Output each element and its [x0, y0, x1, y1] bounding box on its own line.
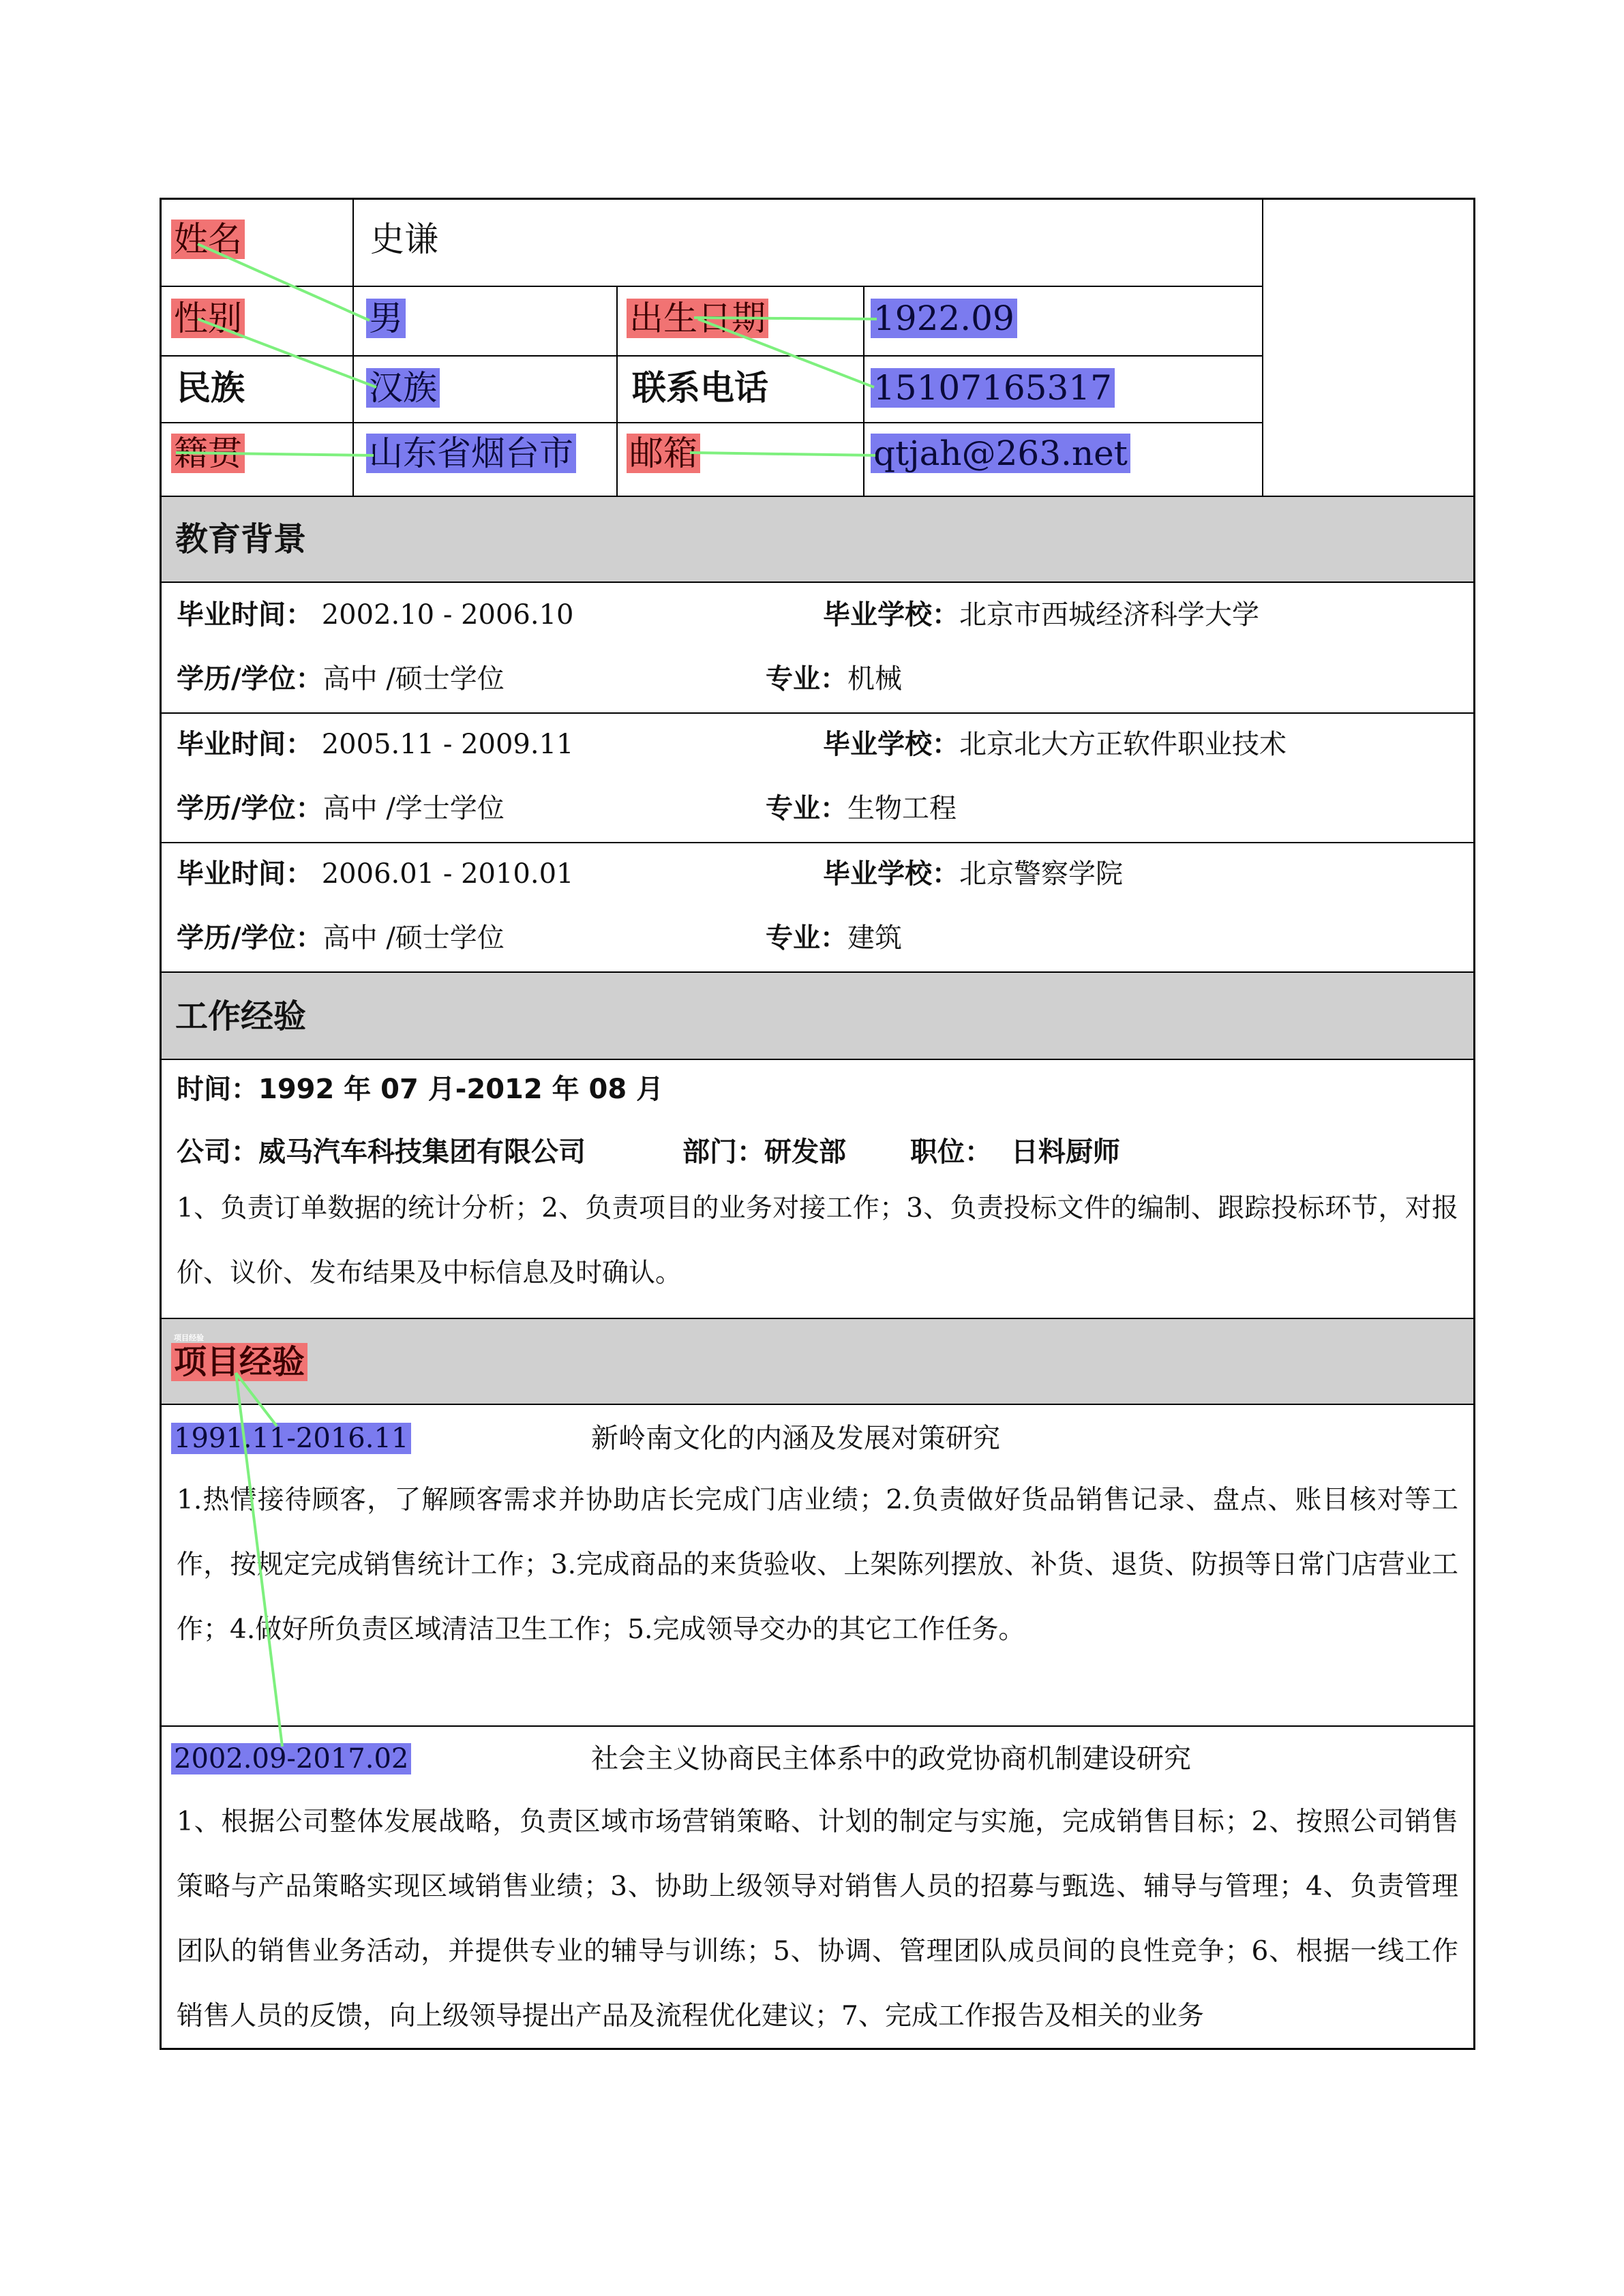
grid-line — [352, 200, 354, 496]
origin-label: 籍贯 — [171, 433, 245, 474]
edu-degree: 学历/学位：高中 /硕士学位 — [177, 663, 505, 695]
project-description: 1、根据公司整体发展战略，负责区域市场营销策略、计划的制定与实施，完成销售目标；2、按照公司销售策略与产品策略实现区域销售业绩；3、协助上级领导对销售人员的招募与甄选、辅导与管理；4、负责管理团队的销售业务活动，并提供专业的辅导与训练；5、协调、管理团队成员间的良性竞争；6、根据一线工作销售人员的反馈，向上级领导提出产品及流程优化建议；7、完成工作报告及相关的业务 — [177, 1807, 1458, 2031]
projects-title: 项目经验 项目经验 — [171, 1341, 307, 1383]
work-company: 公司：威马汽车科技集团有限公司 — [177, 1136, 586, 1168]
ethnic-value: 汉族 — [366, 367, 440, 408]
edu-time: 毕业时间： 2002.10 - 2006.10 — [177, 599, 574, 631]
divider — [162, 842, 1473, 843]
phone-label: 联系电话 — [632, 368, 768, 408]
gender-value: 男 — [366, 298, 406, 339]
grid-line — [162, 422, 1262, 423]
work-title: 工作经验 — [175, 997, 307, 1036]
project-period: 1991.11-2016.11 — [171, 1421, 411, 1455]
education-title: 教育背景 — [175, 520, 307, 558]
email-label: 邮箱 — [627, 433, 700, 474]
edu-major: 专业：机械 — [766, 663, 902, 695]
work-time: 时间：1992 年 07 月-2012 年 08 月 — [177, 1074, 664, 1105]
grid-line — [863, 286, 864, 496]
divider — [162, 712, 1473, 714]
edu-major: 专业：建筑 — [766, 922, 902, 954]
grid-line — [162, 355, 1262, 357]
work-section-bar — [162, 971, 1473, 1060]
edu-time: 毕业时间： 2005.11 - 2009.11 — [177, 729, 574, 760]
edu-school: 毕业学校：北京市西城经济科学大学 — [823, 599, 1259, 631]
edu-time: 毕业时间： 2006.01 - 2010.01 — [177, 858, 574, 890]
phone-value: 15107165317 — [871, 367, 1115, 408]
resume-document — [160, 198, 1475, 2050]
grid-line — [162, 286, 1262, 287]
gender-label: 性别 — [171, 298, 245, 339]
edu-school: 毕业学校：北京警察学院 — [823, 858, 1123, 890]
project-name: 新岭南文化的内涵及发展对策研究 — [591, 1423, 1000, 1454]
birth-label: 出生日期 — [627, 298, 768, 339]
divider — [162, 1725, 1473, 1727]
work-description: 1、负责订单数据的统计分析；2、负责项目的业务对接工作；3、负责投标文件的编制、跟踪投标环节，对报价、议价、发布结果及中标信息及时确认。 — [177, 1193, 1458, 1288]
project-description: 1.热情接待顾客，了解顾客需求并协助店长完成门店业绩；2.负责做好货品销售记录、盘点、账目核对等工作，按规定完成销售统计工作；3.完成商品的来货验收、上架陈列摆放、补货、退货、防损等日常门店营业工作；4.做好所负责区域清洁卫生工作；5.完成领导交办的其它工作任务。 — [177, 1485, 1458, 1645]
education-section-bar — [162, 496, 1473, 583]
ethnic-label: 民族 — [177, 368, 245, 408]
grid-line — [1262, 200, 1263, 496]
name-label: 姓名 姓名 — [171, 219, 245, 260]
project-name: 社会主义协商民主体系中的政党协商机制建设研究 — [591, 1743, 1191, 1774]
birth-value: 1922.09 — [871, 298, 1017, 339]
email-value: qtjah@263.net — [871, 433, 1130, 474]
origin-value: 山东省烟台市 — [366, 433, 576, 474]
grid-line — [616, 286, 618, 496]
work-dept: 部门：研发部 — [682, 1136, 846, 1168]
work-position: 职位： 日料厨师 — [910, 1136, 1120, 1168]
name-value: 史谦 — [370, 220, 438, 259]
edu-major: 专业：生物工程 — [766, 793, 957, 824]
edu-degree: 学历/学位：高中 /硕士学位 — [177, 922, 505, 954]
edu-school: 毕业学校：北京北大方正软件职业技术 — [823, 729, 1287, 760]
projects-section-bar — [162, 1318, 1473, 1405]
edu-degree: 学历/学位：高中 /学士学位 — [177, 793, 505, 824]
project-period: 2002.09-2017.02 — [171, 1742, 411, 1776]
